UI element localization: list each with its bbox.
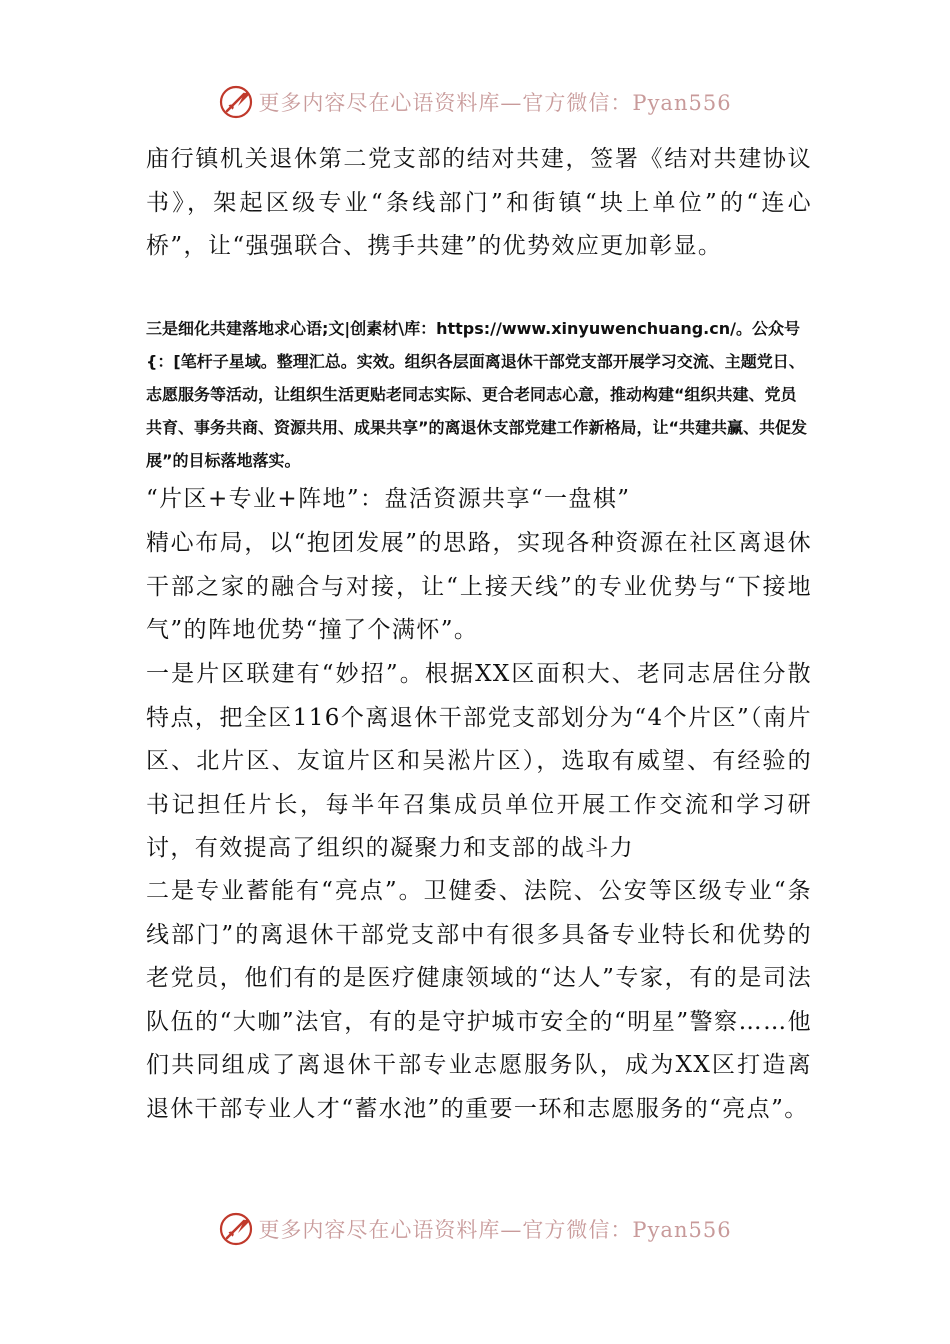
quill-logo-icon [218,84,254,120]
quill-logo-icon [218,1211,254,1247]
footer-watermark-banner [0,1209,950,1249]
paragraph-professional-energy: 二是专业蓄能有“亮点”。卫健委、法院、公安等区级专业“条线部门”的离退休干部党支部中有很多具备专业特长和优势的老党员，他们有的是医疗健康领域的“达人”专家，有的是司法队伍的“大咖”法官，有的是守护城市安全的“明星”警察……他们共同组成了离退休干部专业志愿服务队，成为XX区打造离退休干部专业人才“蓄水池”的重要一环和志愿服务的“亮点”。 [146,878,812,1122]
footer-watermark-text: 更多内容尽在心语资料库—官方微信：Pyan556 [258,1218,732,1242]
header-watermark-banner [0,82,950,122]
paragraph-refine-implementation: 三是细化共建落地求心语;文|创素材\库：https://www.xinyuwenchuang.cn/。公众号{：[笔杆子星域。整理汇总。实效。组织各层面离退休干部党支部开展学习交流、主题党日、志愿服务等活动，让组织生活更贴老同志实际、更合老同志心意，推动构建“组织共建、党员共育、事务共商、资源共用、成果共享”的离退休支部党建工作新格局，让“共建共赢、共促发展”的目标落地落实。 [146,319,808,470]
paragraph-joint-construction-agreement: 庙行镇机关退休第二党支部的结对共建，签署《结对共建协议书》，架起区级专业“条线部门”和街镇“块上单位”的“连心桥”，让“强强联合、携手共建”的优势效应更加彰显。 [146,146,812,260]
header-watermark-text: 更多内容尽在心语资料库—官方微信：Pyan556 [258,91,732,115]
paragraph-layout: 精心布局，以“抱团发展”的思路，实现各种资源在社区离退休干部之家的融合与对接，让“上接天线”的专业优势与“下接地气”的阵地优势“撞了个满怀”。 [146,530,812,644]
section-heading: “片区+专业+阵地”：盘活资源共享“一盘棋” [146,486,631,512]
paragraph-district-joint-building: 一是片区联建有“妙招”。根据XX区面积大、老同志居住分散特点，把全区116个离退休干部党支部划分为“4个片区”（南片区、北片区、友谊片区和吴淞片区），选取有威望、有经验的书记担任片长，每半年召集成员单位开展工作交流和学习研讨，有效提高了组织的凝聚力和支部的战斗力 [146,661,812,862]
